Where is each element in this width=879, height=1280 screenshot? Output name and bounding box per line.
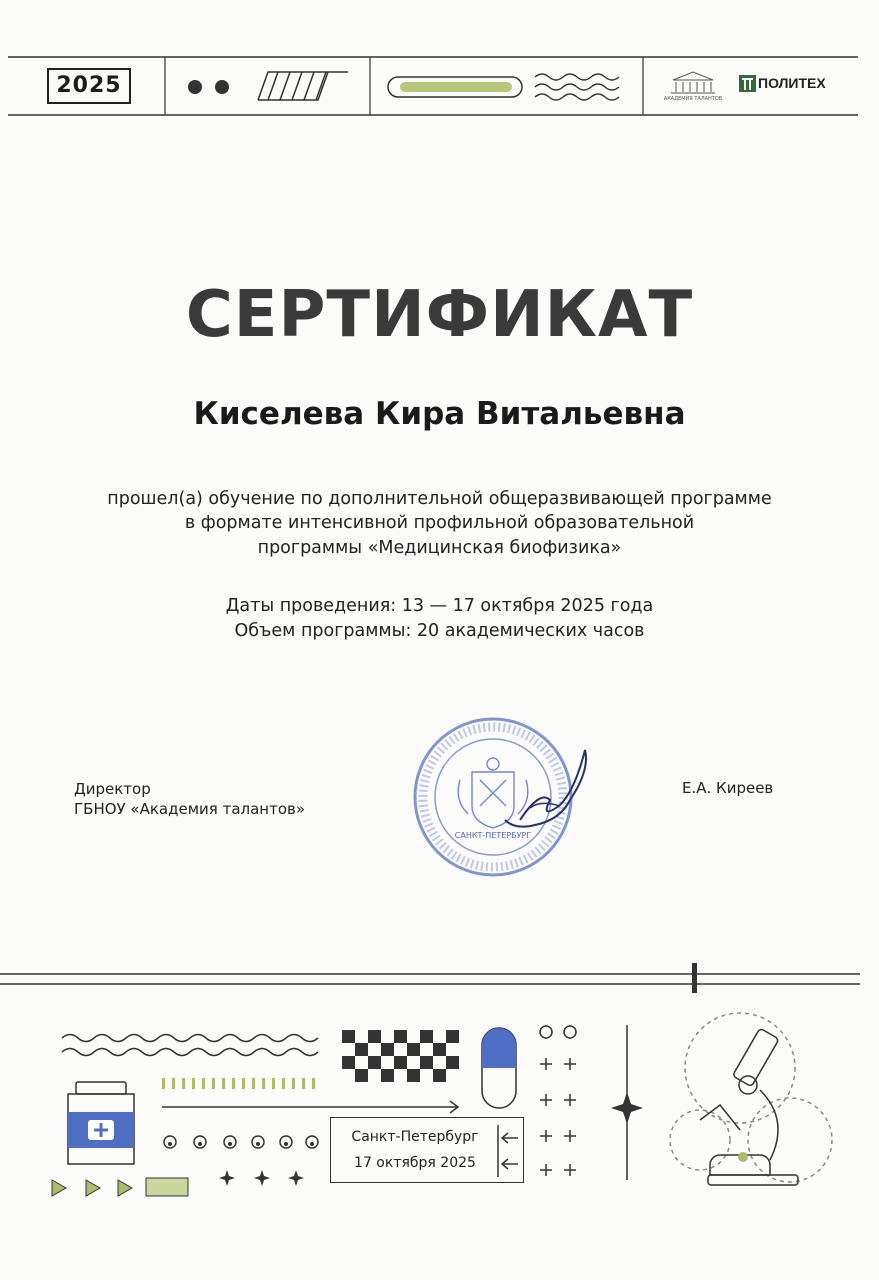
certificate-title: СЕРТИФИКАТ [185, 278, 694, 352]
arrow-right-icon [162, 1101, 458, 1113]
footer-waves-icon [62, 1035, 318, 1056]
official-stamp [410, 710, 610, 885]
program-dates: Даты проведения: 13 — 17 октября 2025 года [225, 596, 654, 616]
coat-of-arms-icon [458, 758, 528, 828]
body-line: программы «Медицинская биофизика» [257, 538, 622, 558]
footer-location-box [330, 1117, 524, 1183]
green-block [146, 1178, 188, 1196]
header-dot-icon [188, 80, 202, 94]
footer-city: Санкт-Петербург [351, 1129, 479, 1145]
waves-icon [535, 74, 619, 100]
academy-logo-icon [671, 72, 715, 93]
program-volume: Объем программы: 20 академических часов [234, 621, 645, 641]
year-badge: 2025 [47, 68, 131, 104]
header-band [0, 50, 879, 125]
footer-divider [0, 960, 879, 1000]
signer-name: Е.А. Киреев [682, 779, 774, 797]
capsule-icon [482, 1028, 516, 1108]
body-line: прошел(а) обучение по дополнительной общеразвивающей программе [107, 489, 772, 509]
dial-icons [540, 1026, 576, 1038]
footer-date: 17 октября 2025 [354, 1155, 476, 1171]
polytech-logo-text: ПОЛИТЕХ [758, 75, 826, 91]
body-line: в формате интенсивной профильной образовательной [184, 513, 695, 533]
signer-position [74, 779, 305, 819]
handwritten-signature [505, 750, 586, 827]
signer-organization: ГБНОУ «Академия талантов» [74, 800, 306, 818]
academy-logo-caption: АКАДЕМИЯ ТАЛАНТОВ [663, 96, 723, 102]
signer-position-title: Директор [74, 780, 151, 798]
header-dot-icon [215, 80, 229, 94]
recipient-name: Киселева Кира Витальевна [193, 396, 686, 432]
plus-grid-icon [540, 1058, 576, 1176]
stamp-city: САНКТ-ПЕТЕРБУРГ [454, 831, 532, 840]
small-sparkles-icon [219, 1170, 304, 1186]
circle-row-icons [164, 1136, 318, 1148]
medicine-bottle-icon [68, 1082, 134, 1164]
progress-ticks-icon [162, 1078, 315, 1089]
sparkle-icon [611, 1092, 643, 1124]
polytech-logo-icon [739, 75, 756, 92]
play-triangles-icon [52, 1180, 132, 1196]
stripes-icon [258, 72, 348, 100]
checkerboard-icon [342, 1030, 459, 1082]
microscope-icon [670, 1013, 832, 1185]
